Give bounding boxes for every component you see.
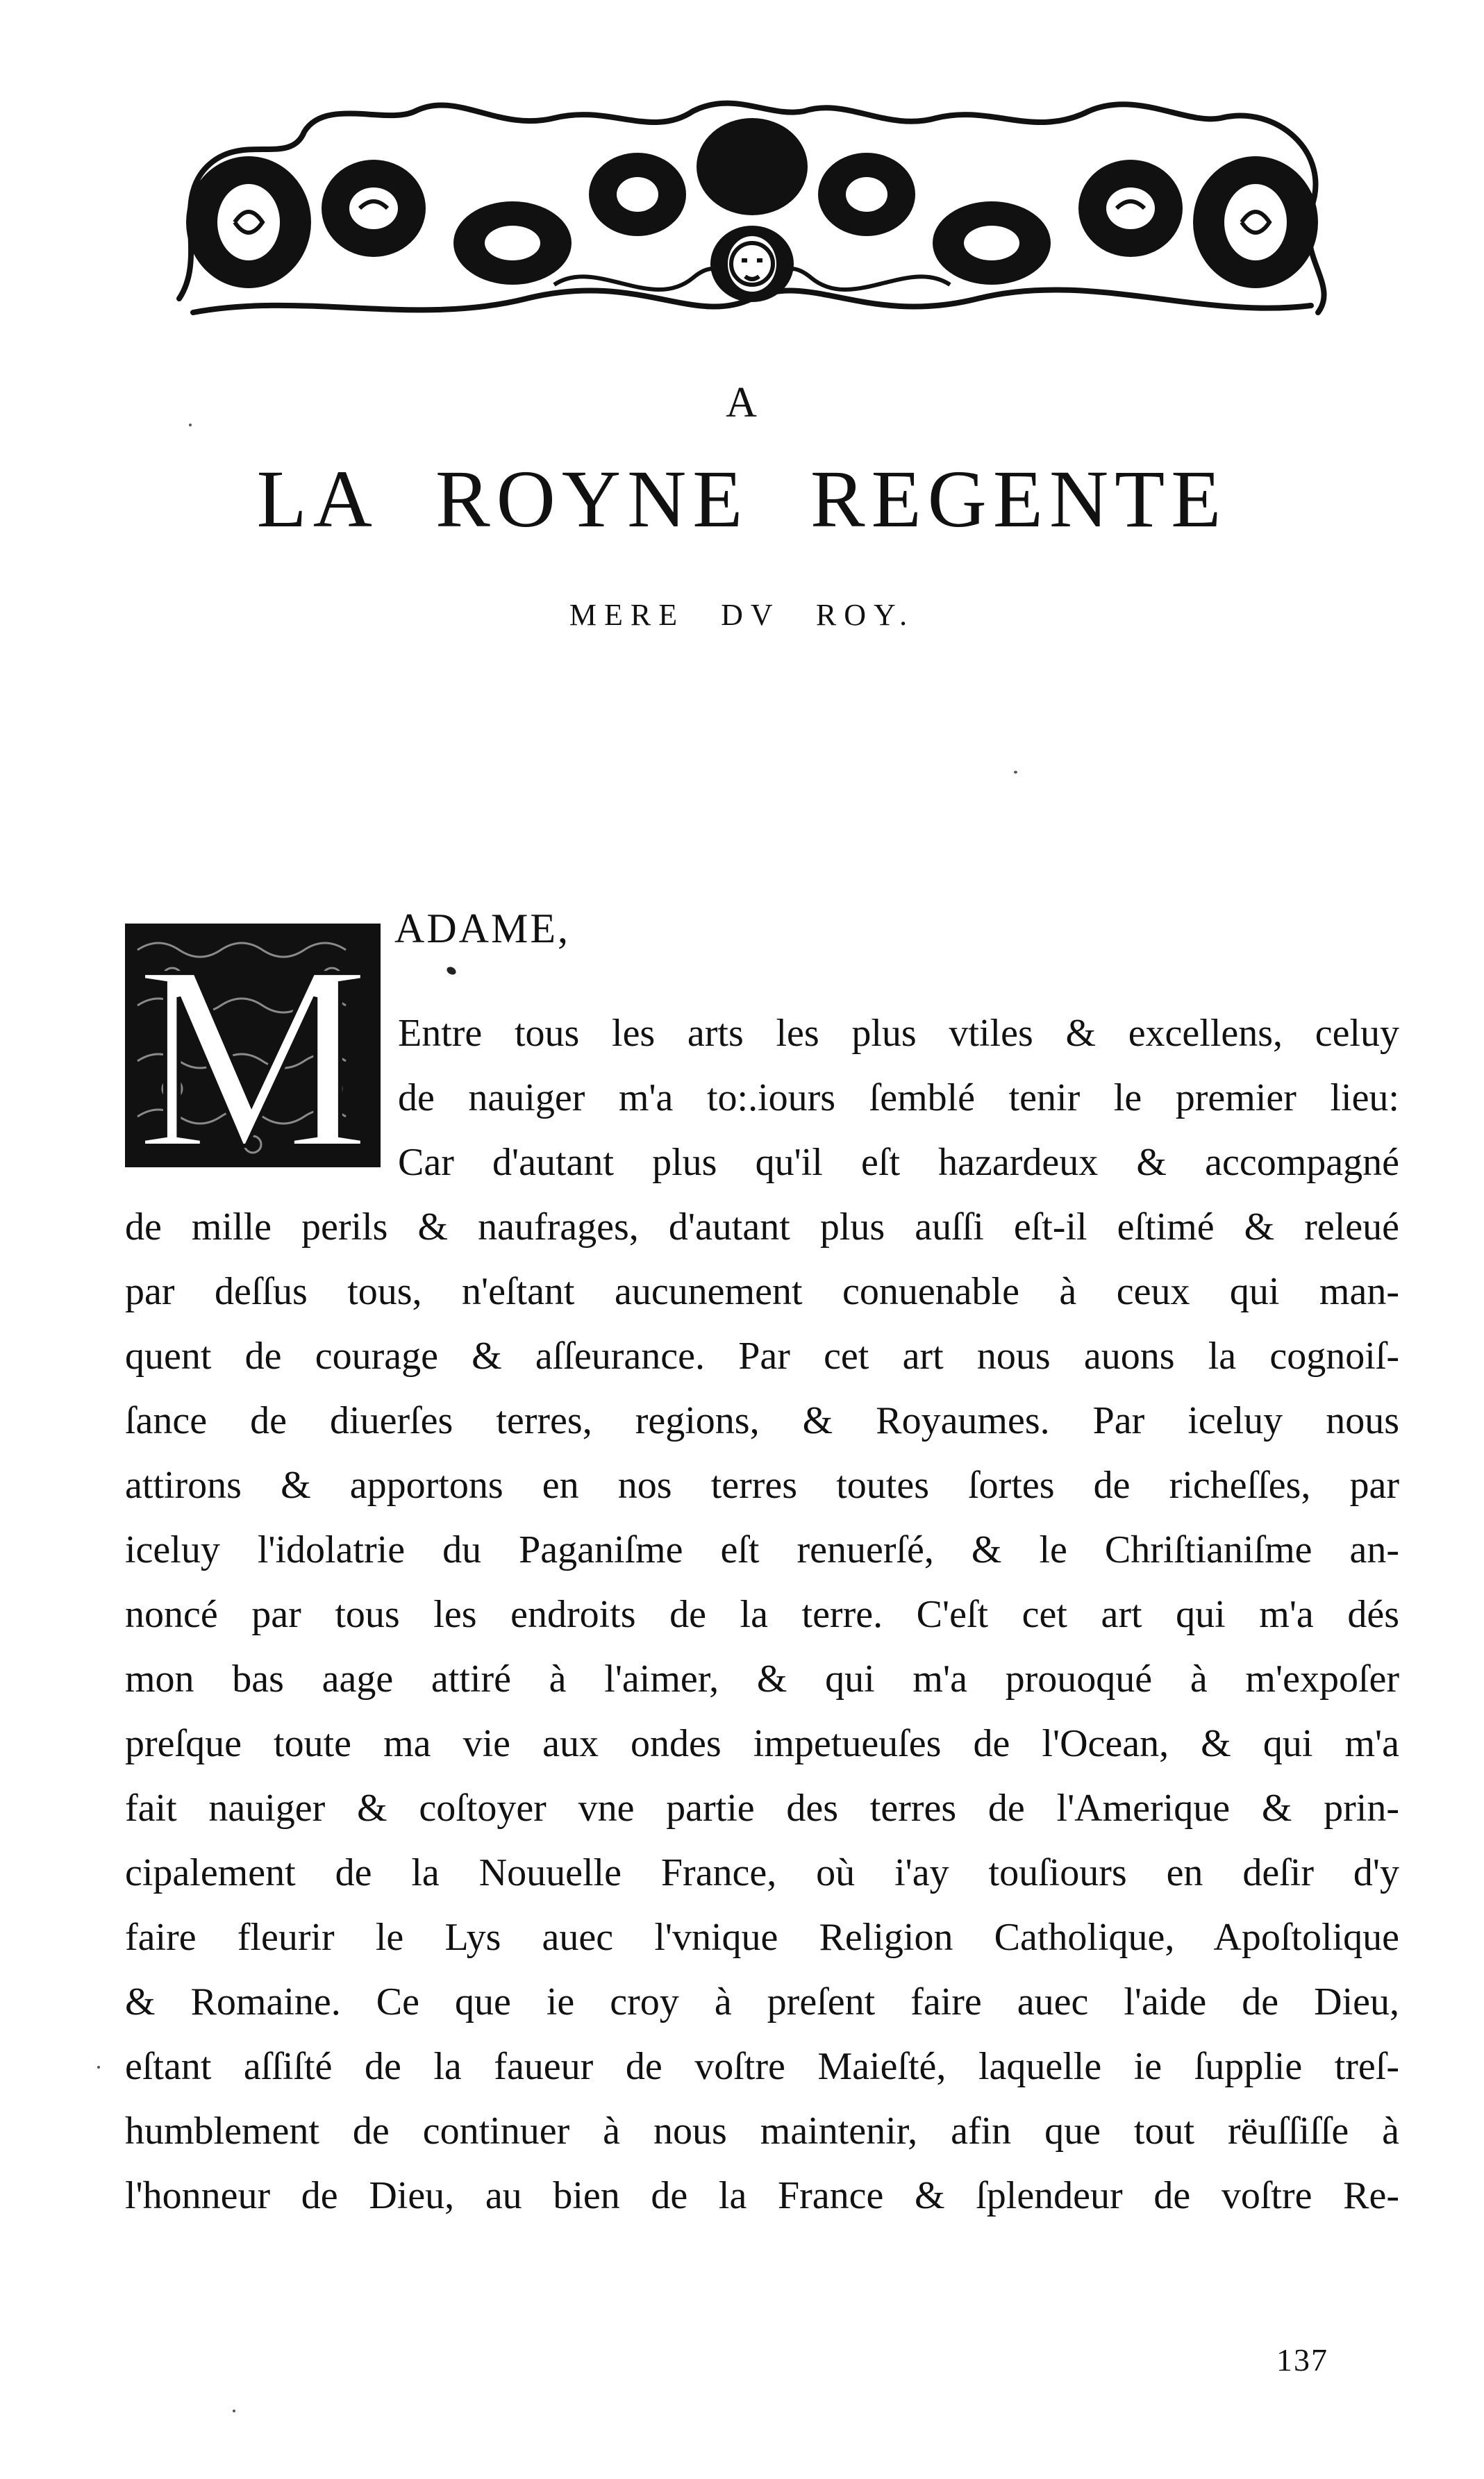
ink-speck: [445, 965, 457, 976]
body-line: par deſſus tous, n'eſtant aucunement conuenable à ceux qui man-: [125, 1270, 1399, 1313]
body-line: l'honneur de Dieu, au bien de la France & ſplendeur de voſtre Re-: [125, 2174, 1399, 2217]
body-line: preſque toute ma vie aux ondes impetueuſes de l'Ocean, & qui m'a: [125, 1722, 1399, 1765]
page-folio: 137: [1276, 2342, 1328, 2378]
ink-speck: [97, 2066, 100, 2069]
ornamental-headpiece: [165, 90, 1339, 333]
ink-speck: [1014, 771, 1017, 774]
body-line: & Romaine. Ce que ie croy à preſent faire auec l'aide de Dieu,: [125, 1980, 1399, 2023]
body-line: humblement de continuer à nous maintenir, afin que tout rëuſſiſſe à: [125, 2110, 1399, 2153]
body-line: de nauiger m'a to:.iours ſemblé tenir le premier lieu:: [398, 1076, 1399, 1119]
body-line: quent de courage & aſſeurance. Par cet art nous auons la cognoiſ-: [125, 1335, 1399, 1378]
dropcap-letter: M: [135, 922, 370, 1169]
decorated-dropcap-m: [124, 922, 382, 1169]
body-line: eſtant aſſiſté de la faueur de voſtre Maieſté, laquelle ie ſupplie treſ-: [125, 2045, 1399, 2088]
body-line: de mille perils & naufrages, d'autant plus auſſi eſt-il eſtimé & releué: [125, 1205, 1399, 1249]
body-line: Car d'autant plus qu'il eſt hazardeux & accompagné: [398, 1141, 1399, 1184]
ink-speck: [189, 424, 192, 426]
ink-speck: [233, 2410, 235, 2412]
body-line: iceluy l'idolatrie du Paganiſme eſt renuerſé, & le Chriſtianiſme an-: [125, 1528, 1399, 1571]
body-line: noncé par tous les endroits de la terre. C'eſt cet art qui m'a dés: [125, 1593, 1399, 1636]
body-line: cipalement de la Nouuelle France, où i'ay touſiours en deſir d'y: [125, 1851, 1399, 1894]
body-line: Entre tous les arts les plus vtiles & excellens, celuy: [398, 1012, 1399, 1055]
body-line: faire fleurir le Lys auec l'vnique Religion Catholique, Apoſtolique: [125, 1916, 1399, 1959]
heading-prefix: A: [726, 379, 758, 426]
body-line: mon bas aage attiré à l'aimer, & qui m'a prouoqué à m'expoſer: [125, 1658, 1399, 1701]
page-subtitle: MERE DV ROY.: [569, 598, 915, 632]
body-line: fait nauiger & coſtoyer vne partie des terres de l'Amerique & prin-: [125, 1787, 1399, 1830]
body-line: attirons & apportons en nos terres toutes ſortes de richeſſes, par: [125, 1464, 1399, 1507]
body-line: ſance de diuerſes terres, regions, & Royaumes. Par iceluy nous: [125, 1399, 1399, 1442]
page-title: LA ROYNE REGENTE: [256, 453, 1228, 544]
salutation: ADAME,: [394, 905, 570, 951]
